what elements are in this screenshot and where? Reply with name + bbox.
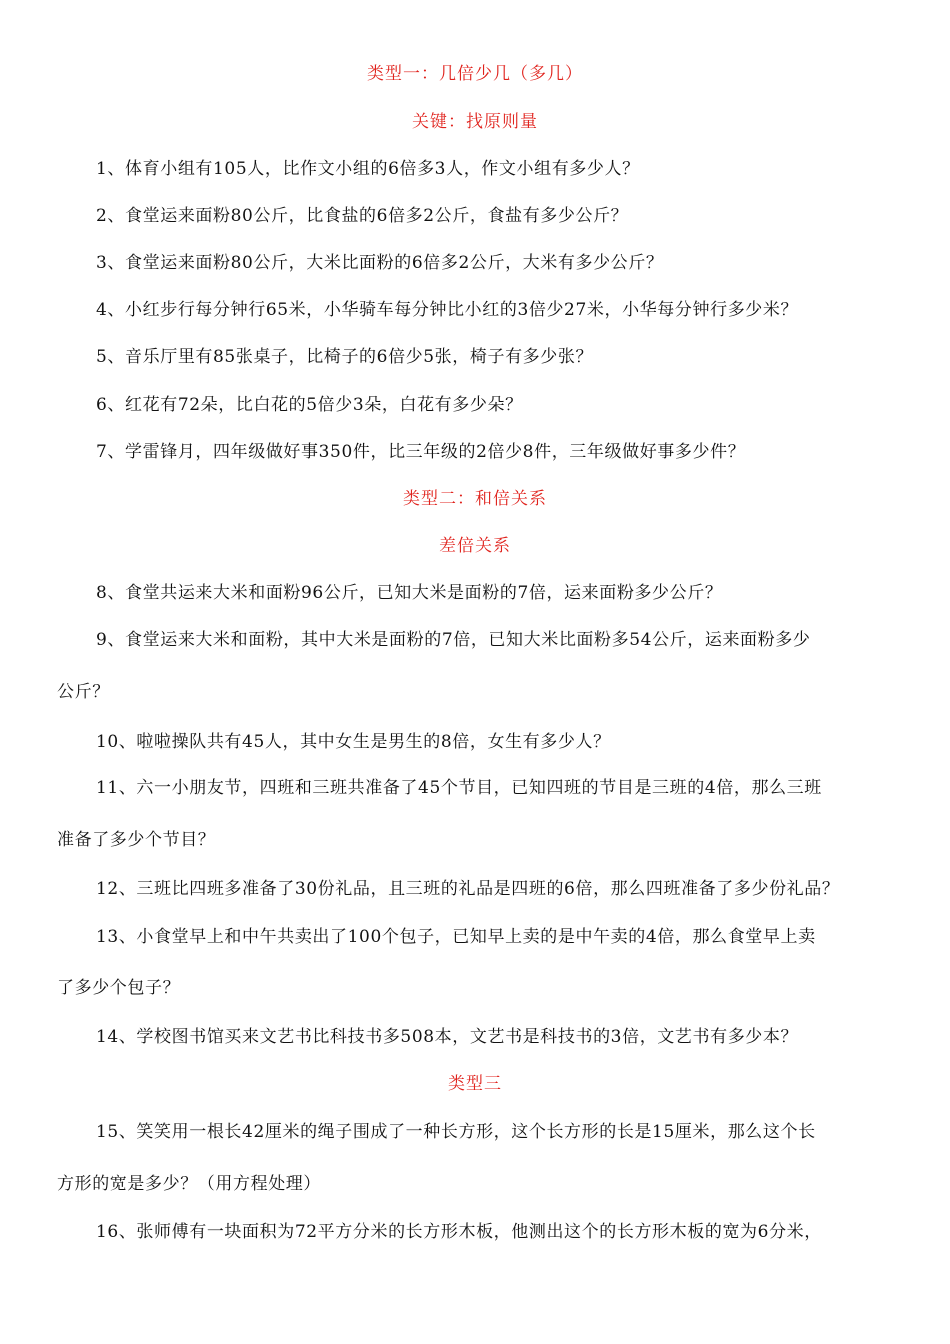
heading-type2-sub: 差倍关系 — [439, 536, 511, 556]
problem-6: 6、红花有72朵，比白花的5倍少3朵，白花有多少朵？ — [96, 395, 523, 415]
problem-7: 7、学雷锋月，四年级做好事350件，比三年级的2倍少8件，三年级做好事多少件？ — [96, 442, 746, 462]
problem-10: 10、啦啦操队共有45人，其中女生是男生的8倍，女生有多少人？ — [96, 732, 611, 752]
heading-type1-key: 关键：找原则量 — [412, 112, 538, 132]
problem-9-line-1: 9、食堂运来大米和面粉，其中大米是面粉的7倍，已知大米比面粉多54公斤，运来面粉多少 — [96, 630, 811, 650]
problem-9-line-2: 公斤？ — [57, 682, 110, 702]
problem-2: 2、食堂运来面粉80公斤，比食盐的6倍多2公斤，食盐有多少公斤？ — [96, 206, 629, 226]
problem-3: 3、食堂运来面粉80公斤，大米比面粉的6倍多2公斤，大米有多少公斤？ — [96, 253, 664, 273]
problem-11-line-1: 11、六一小朋友节，四班和三班共准备了45个节目，已知四班的节目是三班的4倍，那么三班 — [96, 778, 822, 798]
problem-15-line-1: 15、笑笑用一根长42厘米的绳子围成了一种长方形，这个长方形的长是15厘米，那么这个长 — [96, 1122, 816, 1142]
problem-12: 12、三班比四班多准备了30份礼品，且三班的礼品是四班的6倍，那么四班准备了多少份礼品？ — [96, 879, 840, 899]
heading-type1: 类型一：几倍少几（多几） — [367, 64, 583, 84]
problem-13-line-2: 了多少个包子？ — [57, 978, 181, 998]
problem-1: 1、体育小组有105人，比作文小组的6倍多3人，作文小组有多少人？ — [96, 159, 640, 179]
problem-16-line-1: 16、张师傅有一块面积为72平方分米的长方形木板，他测出这个的长方形木板的宽为6分米， — [96, 1222, 822, 1242]
problem-4: 4、小红步行每分钟行65米，小华骑车每分钟比小红的3倍少27米，小华每分钟行多少米？ — [96, 300, 799, 320]
problem-14: 14、学校图书馆买来文艺书比科技书多508本，文艺书是科技书的3倍，文艺书有多少本？ — [96, 1027, 799, 1047]
problem-8: 8、食堂共运来大米和面粉96公斤，已知大米是面粉的7倍，运来面粉多少公斤？ — [96, 583, 723, 603]
heading-type3: 类型三 — [448, 1074, 502, 1094]
problem-5: 5、音乐厅里有85张桌子，比椅子的6倍少5张，椅子有多少张？ — [96, 347, 594, 367]
problem-13-line-1: 13、小食堂早上和中午共卖出了100个包子，已知早上卖的是中午卖的4倍，那么食堂早上卖 — [96, 927, 816, 947]
problem-11-line-2: 准备了多少个节目？ — [57, 830, 216, 850]
heading-type2: 类型二：和倍关系 — [403, 489, 547, 509]
problem-15-line-2: 方形的宽是多少？（用方程处理） — [57, 1174, 321, 1194]
